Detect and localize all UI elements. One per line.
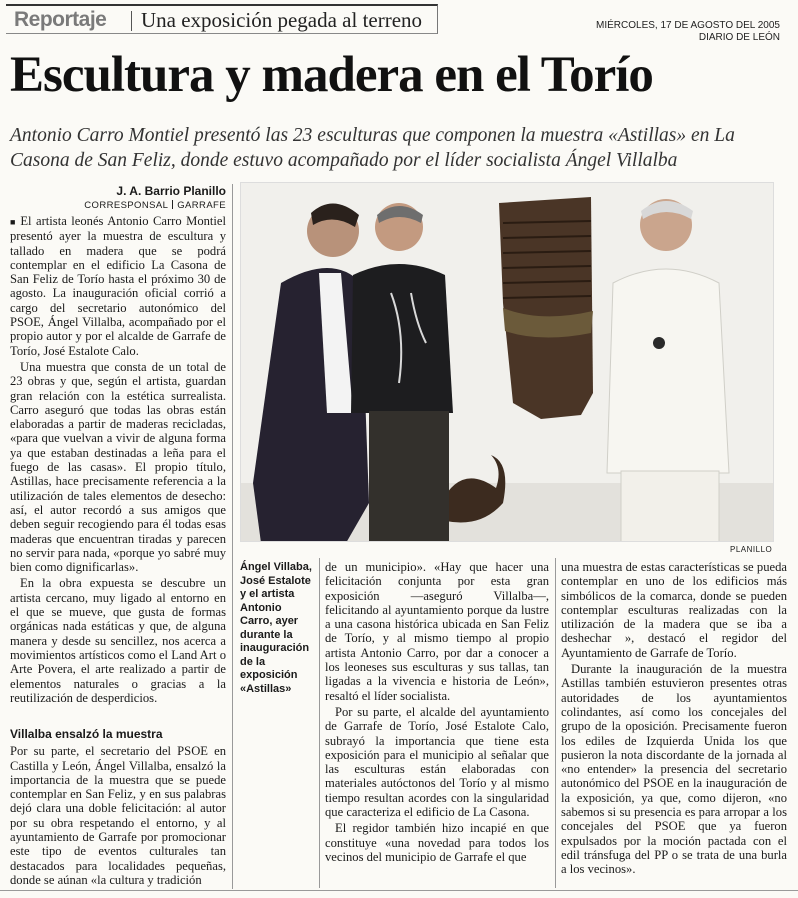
column-rule (319, 558, 320, 888)
author-role (10, 200, 226, 211)
dateline (596, 20, 780, 44)
newspaper-name: DIARIO DE LEÓN (698, 32, 780, 43)
author-location: GARRAFE (177, 200, 226, 211)
author-title: CORRESPONSAL (84, 200, 169, 211)
column-4 (561, 560, 787, 877)
column-rule (555, 558, 556, 888)
paragraph: ■ El artista leonés Antonio Carro Montiel presentó ayer la muestra de escultura y tallado en madera que se podrá contemplar en el edificio La Casona de San Feliz de Torío hasta el próximo 30 de agosto. La inauguración oficial corrió a cargo del secretario autonómico del PSOE, Ángel Villalba, acompañado por el propio autor y por el alcalde de Garrafe de Torío, José Estalote Calo. (10, 214, 226, 358)
section-subtitle: Una exposición pegada al terreno (141, 8, 423, 32)
section-name: Reportaje (14, 8, 107, 31)
byline-block (10, 184, 226, 211)
paragraph: Durante la inauguración de la muestra Astillas también estuvieron presentes otras autoridades de los ayuntamientos colindantes, así como los concejales del grupo de la oposición. Precisamente fueron los ediles de Izquierda Unida los que pusieron la nota discordante de la jornada al «no entender» la presencia del secretario autonómico del PSOE en la inauguración de la exposición, ya que, como dijeron, «no sabemos si su presencia es para arropar a los concejales del PSOE que ya fueron expulsados por la moción pactada con el edil tránsfuga del PP o se trata de una burla a los vecinos». (561, 662, 787, 877)
photo-illustration (241, 183, 774, 542)
section-divider (131, 11, 132, 31)
column-rule (232, 184, 233, 889)
headline: Escultura y madera en el Torío (10, 47, 653, 103)
author-name: J. A. Barrio Planillo (116, 184, 226, 198)
paragraph: una muestra de estas características se pueda contemplar en uno de los edificios más simbólicos de la comarca, donde se pueden contemplar esculturas realizadas con la utilización de la madera que se iba a deshechar », destacó el regidor del Ayuntamiento de Garrafe de Torío. (561, 560, 787, 660)
column-1-continued (10, 727, 226, 887)
paragraph: El regidor también hizo incapié en que constituye «una novedad para todos los vecinos del municipio de Garrafe el que (325, 821, 549, 864)
column-3 (325, 560, 549, 864)
article-photo (240, 182, 774, 542)
paragraph: Por su parte, el secretario del PSOE en Castilla y León, Ángel Villalba, ensalzó la importancia de la muestra que se puede contemplar en San Feliz, y en sus palabras dejó clara una doble felicitación: al autor por su obra respetando el entorno, y al ayuntamiento de Garrafe por promocionar este tipo de eventos culturales tan destacados para localidades pequeñas, donde se aúnan «la cultura y tradición (10, 744, 226, 887)
column-1 (10, 214, 226, 705)
paragraph: Por su parte, el alcalde del ayuntamiento de Garrafe de Torío, José Estalote Calo, subrayó la importancia que tiene esta exposición para el municipio al señalar que las esculturas están elaboradas con materiales autóctonos del Torío y al mismo tiempo resultan acordes con la singularidad que caracteriza el edificio de La Casona. (325, 704, 549, 820)
photo-credit: PLANILLO (730, 545, 773, 554)
paragraph: En la obra expuesta se descubre un artista cercano, muy ligado al entorno en el que se mueve, que gusta de formas orgánicas nada estáticas y que, de alguna manera y desde su sencillez, nos acerca a movimientos artísticos como el Land Art o Arte Povera, el arte realizado a partir de elementos naturales o gracias a la reutilización de desperdicios. (10, 576, 226, 705)
paragraph: Una muestra que consta de un total de 23 obras y que, según el artista, guardan gran relación con la estética surrealista. Carro aseguró que todas las obras están elaboradas a partir de maderas recicladas, «para que vuelvan a vivir de alguna forma ya que estaban destinadas a leña para el fuego de las casas». El propio título, Astillas, hace precisamente referencia a la utilización de tales elementos de desecho: así, el autor recordó a sus amigos que deben seguir recogiendo para él todas esas maderas que encuentran tiradas y parecen no servir para nada, «porque yo sabré muy bien como dignificarlas». (10, 359, 226, 575)
section-subhead: Villalba ensalzó la muestra (10, 727, 163, 741)
deck-subheadline: Antonio Carro Montiel presentó las 23 esculturas que componen la muestra «Astillas» en La Casona de San Feliz, donde estuvo acompañado por el líder socialista Ángel Villalba (10, 125, 735, 171)
bottom-rule (0, 890, 798, 891)
photo-caption: Ángel Villaba, José Estalote y el artista Antonio Carro, ayer durante la inauguración de la exposición «Astillas» (240, 561, 312, 695)
paragraph: de un municipio». «Hay que hacer una felicitación conjunta por esta gran exposición —aseguró Villalba—, felicitando al ayuntamiento porque da lustre a una casona histórica ubicada en San Feliz de Torío, y al mismo tiempo al propio artista Antonio Carro, por dar a conocer a los leoneses sus esculturas y sus tallas, tan ligadas a la vivencia e historia de León», resaltó el líder socialista. (325, 560, 549, 703)
section-bar (6, 4, 438, 34)
publication-date: MIÉRCOLES, 17 DE AGOSTO DEL 2005 (596, 20, 780, 31)
role-divider (172, 200, 173, 209)
